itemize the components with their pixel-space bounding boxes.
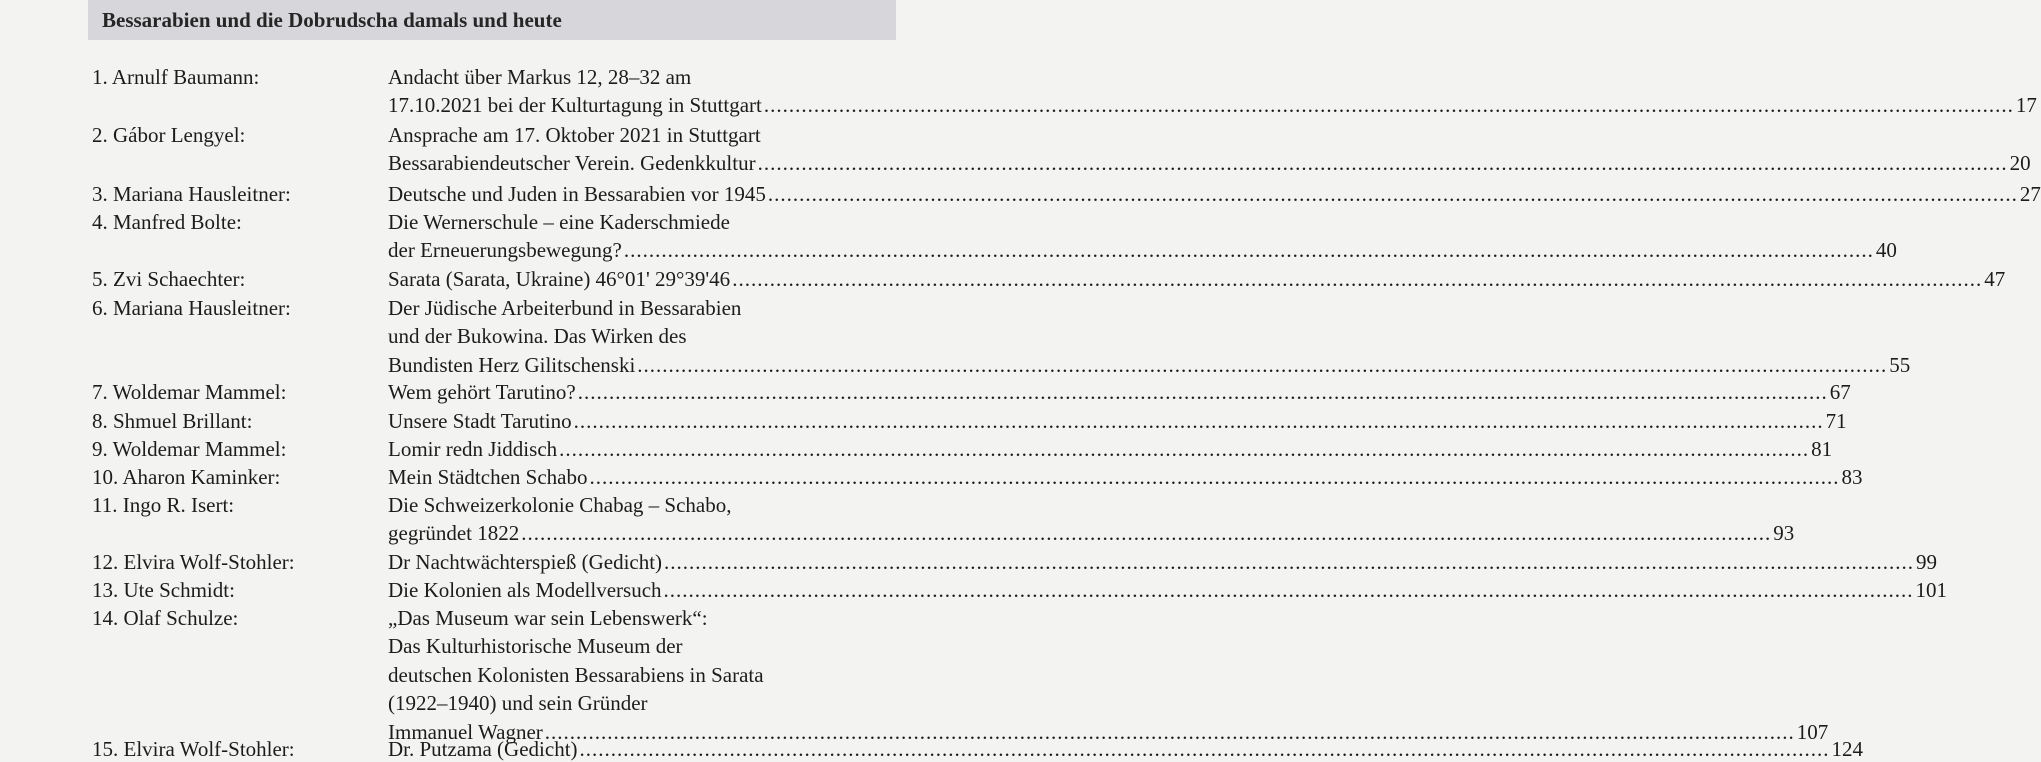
dot-leader: ........................................................................................................................................................................................................ [663,578,1914,602]
toc-title-text: Die Kolonien als Modellversuch [388,578,662,602]
toc-author: 9. Woldemar Mammel: [92,437,287,461]
dot-leader: ........................................................................................................................................................................................................ [589,465,1840,489]
toc-page-number: 81 [1811,437,1833,461]
toc-page-number: 99 [1916,550,1938,574]
toc-title-text: Immanuel Wagner [388,719,543,744]
toc-title-text: Bundisten Herz Gilitschenski [388,352,636,377]
toc-author: 4. Manfred Bolte: [92,210,242,234]
dot-leader: ........................................................................................................................................................................................................ [763,93,2014,118]
toc-title-text: Sarata (Sarata, Ukraine) 46°01' 29°39'46 [388,267,731,291]
toc-author: 10. Aharon Kaminker: [92,465,281,489]
toc-author: 14. Olaf Schulze: [92,606,239,630]
toc-page-number: 27 [2019,182,2041,206]
toc-page-number: 101 [1915,578,1948,602]
dot-leader: ........................................................................................................................................................................................................ [579,737,1830,761]
toc-page-number: 47 [1984,267,2006,291]
toc-title-line: Die Wernerschule – eine Kaderschmiede [388,210,730,234]
dot-leader: ........................................................................................................................................................................................................ [757,151,2008,176]
toc-title-line [388,409,1847,434]
dot-leader: ........................................................................................................................................................................................................ [544,719,1795,744]
toc-title-line [388,380,1851,405]
toc-title-line: Ansprache am 17. Oktober 2021 in Stuttgart [388,123,761,147]
toc-author: 6. Mariana Hausleitner: [92,296,291,320]
toc-title-line [388,151,2031,176]
toc-title-line [388,238,1897,263]
toc-title-line: Das Kulturhistorische Museum der [388,634,683,659]
toc-title-line [388,437,1833,462]
section-title: Bessarabien und die Dobrudscha damals und heute [102,7,562,32]
toc-title-text: der Erneuerungsbewegung? [388,238,622,263]
toc-page-number: 20 [2009,151,2031,176]
dot-leader: ........................................................................................................................................................................................................ [623,238,1874,263]
toc-author: 11. Ingo R. Isert: [92,493,235,517]
dot-leader: ........................................................................................................................................................................................................ [521,521,1772,546]
toc-title-line [388,352,1911,378]
toc-page-number: 55 [1889,352,1911,377]
toc-author: 3. Mariana Hausleitner: [92,182,291,206]
toc-author: 1. Arnulf Baumann: [92,65,260,89]
toc-title-line: (1922–1940) und sein Gründer [388,691,648,716]
toc-title-line: deutschen Kolonisten Bessarabiens in Sarata [388,662,764,687]
toc-title-line: Andacht über Markus 12, 28–32 am [388,65,692,89]
toc-page-number: 107 [1796,719,1829,744]
toc-title-line [388,93,2037,118]
toc-title-line [388,465,1863,490]
toc-title-line [388,267,2006,292]
dot-leader: ........................................................................................................................................................................................................ [732,267,1983,291]
toc-page-number: 40 [1875,238,1897,263]
toc-title-line [388,521,1795,546]
dot-leader: ........................................................................................................................................................................................................ [637,352,1888,377]
toc-title-text: Mein Städtchen Schabo [388,465,588,489]
toc-title-text: Wem gehört Tarutino? [388,380,576,404]
toc-page-number: 83 [1841,465,1863,489]
toc-author: 7. Woldemar Mammel: [92,380,287,404]
toc-title-line: Der Jüdische Arbeiterbund in Bessarabien [388,296,742,320]
toc-page-number: 93 [1773,521,1795,546]
toc-title-line [388,737,1864,762]
toc-author: 5. Zvi Schaechter: [92,267,246,291]
toc-title-line: „Das Museum war sein Lebenswerk“: [388,606,708,630]
dot-leader: ........................................................................................................................................................................................................ [577,380,1828,404]
toc-title-text: Dr. Putzama (Gedicht) [388,737,578,761]
toc-title-text: Dr Nachtwächterspieß (Gedicht) [388,550,663,574]
toc-title-line [388,182,2041,207]
dot-leader: ........................................................................................................................................................................................................ [573,409,1824,433]
toc-page-number: 71 [1825,409,1847,433]
toc-title-text: 17.10.2021 bei der Kulturtagung in Stuttgart [388,93,762,118]
toc-author: 12. Elvira Wolf-Stohler: [92,550,295,574]
toc-title-line [388,578,1948,603]
toc-author: 15. Elvira Wolf-Stohler: [92,737,295,761]
toc-title-line: und der Bukowina. Das Wirken des [388,324,687,349]
dot-leader: ........................................................................................................................................................................................................ [664,550,1915,574]
toc-page-number: 124 [1831,737,1864,761]
toc-title-text: Bessarabiendeutscher Verein. Gedenkkultur [388,151,756,176]
dot-leader: ........................................................................................................................................................................................................ [767,182,2018,206]
dot-leader: ........................................................................................................................................................................................................ [559,437,1810,461]
toc-title-text: Unsere Stadt Tarutino [388,409,572,433]
toc-title-line [388,550,1938,575]
toc-title-text: gegründet 1822 [388,521,520,546]
toc-title-text: Deutsche und Juden in Bessarabien vor 1945 [388,182,766,206]
toc-author: 2. Gábor Lengyel: [92,123,246,147]
toc-title-line: Die Schweizerkolonie Chabag – Schabo, [388,493,732,517]
toc-author: 8. Shmuel Brillant: [92,409,253,433]
toc-author: 13. Ute Schmidt: [92,578,235,602]
toc-page-number: 67 [1829,380,1851,404]
toc-page-number: 17 [2015,93,2037,118]
toc-title-text: Lomir redn Jiddisch [388,437,558,461]
